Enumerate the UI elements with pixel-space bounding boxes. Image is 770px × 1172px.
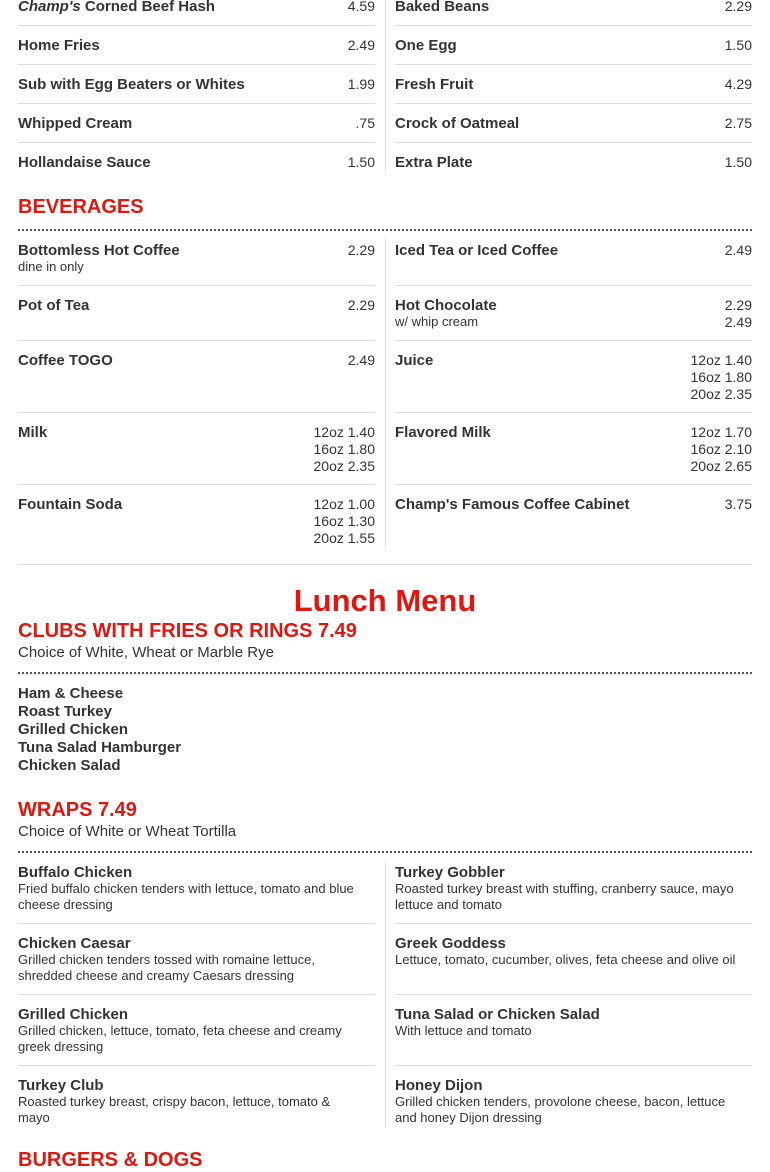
- menu-item-name: Hollandaise Sauce: [18, 154, 151, 171]
- menu-item-price: 2.49: [347, 37, 375, 53]
- row-divider: [18, 142, 375, 143]
- menu-item-price: 1.50: [724, 154, 752, 170]
- menu-item-price: 1.50: [724, 37, 752, 53]
- row-divider: [395, 340, 752, 341]
- column-divider: [385, 863, 386, 1127]
- section-subtitle: Choice of White, Wheat or Marble Rye: [18, 644, 274, 661]
- menu-item-description: Roasted turkey breast, crispy bacon, lettuce, tomato & mayo: [18, 1094, 331, 1125]
- menu-item-name: Pot of Tea: [18, 297, 90, 314]
- menu-item-name: Hot Chocolate: [395, 297, 497, 314]
- size-price: 16oz 1.80: [690, 369, 752, 385]
- menu-item-price-list: [725, 297, 752, 331]
- menu-item-price: 2.29: [347, 297, 375, 313]
- club-items-list: [18, 685, 181, 775]
- size-price: 2.49: [724, 314, 752, 330]
- club-item: Chicken Salad: [18, 757, 121, 774]
- menu-item-description: Roasted turkey breast with stuffing, cranberry sauce, mayo lettuce and tomato: [395, 881, 734, 912]
- menu-item-price: 1.50: [347, 154, 375, 170]
- row-divider: [395, 285, 752, 286]
- lunch-menu-title: Lunch Menu: [293, 583, 477, 618]
- size-price: 20oz 2.65: [690, 458, 752, 474]
- menu-item-name: Extra Plate: [395, 154, 473, 171]
- menu-item-price: 1.99: [347, 76, 375, 92]
- size-price: 12oz 1.00: [313, 496, 375, 512]
- menu-item-name: One Egg: [395, 37, 457, 54]
- menu-item-price: 2.29: [724, 0, 752, 14]
- menu-item-price: 4.59: [347, 0, 375, 14]
- menu-item-name: Flavored Milk: [395, 424, 491, 441]
- menu-item-price: 2.49: [347, 352, 375, 368]
- row-divider: [18, 1065, 375, 1066]
- size-price: 12oz 1.70: [690, 424, 752, 440]
- menu-item-price: 2.75: [724, 115, 752, 131]
- menu-item-description: Grilled chicken tenders tossed with romaine lettuce, shredded cheese and creamy Caesars dressing: [18, 952, 315, 983]
- club-item: Ham & Cheese: [18, 685, 124, 702]
- row-divider: [18, 484, 375, 485]
- menu-item-name: Tuna Salad or Chicken Salad: [395, 1006, 600, 1023]
- menu-item-name: Greek Goddess: [395, 935, 506, 952]
- row-divider: [18, 994, 375, 995]
- menu-item-price: 2.49: [724, 242, 752, 258]
- menu-item-name: Turkey Gobbler: [395, 864, 505, 881]
- section-divider: [18, 672, 752, 674]
- column-divider: [385, 239, 386, 547]
- row-divider: [18, 285, 375, 286]
- menu-item-price-list: [314, 496, 376, 547]
- menu-item-description: Grilled chicken, lettuce, tomato, feta cheese and creamy greek dressing: [18, 1023, 342, 1054]
- menu-item-price-list: [691, 352, 753, 403]
- menu-item-name: Fountain Soda: [18, 496, 123, 513]
- club-item: Tuna Salad Hamburger: [18, 739, 182, 756]
- section-divider: [18, 229, 752, 231]
- menu-item-price: 4.29: [724, 76, 752, 92]
- row-divider: [18, 103, 375, 104]
- row-divider: [18, 340, 375, 341]
- menu-item-description: Lettuce, tomato, cucumber, olives, feta cheese and olive oil: [395, 952, 736, 967]
- menu-item-name: Turkey Club: [18, 1077, 104, 1094]
- size-price: 20oz 1.55: [313, 530, 375, 546]
- row-divider: [18, 923, 375, 924]
- menu-item-description: With lettuce and tomato: [395, 1023, 532, 1038]
- row-divider: [395, 64, 752, 65]
- menu-item-note: dine in only: [18, 259, 84, 274]
- size-price: 16oz 2.10: [690, 441, 752, 457]
- size-price: 12oz 1.40: [313, 424, 375, 440]
- club-item: Grilled Chicken: [18, 721, 129, 738]
- menu-item-name: Crock of Oatmeal: [395, 115, 520, 132]
- column-divider: [385, 0, 386, 171]
- menu-item-name: Chicken Caesar: [18, 935, 131, 952]
- menu-item-name: Buffalo Chicken: [18, 864, 133, 881]
- menu-item-price-list: [691, 424, 753, 475]
- row-divider: [395, 1065, 752, 1066]
- section-title-clubs: CLUBS WITH FRIES OR RINGS 7.49: [18, 620, 357, 642]
- section-title-beverages: BEVERAGES: [18, 196, 144, 218]
- size-price: 12oz 1.40: [690, 352, 752, 368]
- menu-item-price: 3.75: [724, 496, 752, 512]
- menu-item-price-list: [314, 424, 376, 475]
- size-price: 2.29: [724, 297, 752, 313]
- menu-item-name: Champ's Corned Beef Hash: [18, 0, 215, 15]
- menu-item-description: Fried buffalo chicken tenders with lettuce, tomato and blue cheese dressing: [18, 881, 354, 912]
- row-divider: [18, 64, 375, 65]
- menu-item-name: Grilled Chicken: [18, 1006, 129, 1023]
- size-price: 16oz 1.30: [313, 513, 375, 529]
- menu-item-name: Baked Beans: [395, 0, 490, 15]
- section-subtitle: Choice of White or Wheat Tortilla: [18, 823, 237, 840]
- menu-item-price: .75: [355, 115, 375, 131]
- row-divider: [395, 484, 752, 485]
- row-divider: [395, 412, 752, 413]
- menu-item-name: Milk: [18, 424, 48, 441]
- row-divider: [18, 412, 375, 413]
- size-price: 16oz 1.80: [313, 441, 375, 457]
- menu-item-name: Coffee TOGO: [18, 352, 113, 369]
- row-divider: [395, 923, 752, 924]
- section-title-burgers: BURGERS & DOGS: [18, 1149, 203, 1171]
- row-divider: [395, 103, 752, 104]
- menu-item-note: w/ whip cream: [395, 314, 479, 329]
- size-price: 20oz 2.35: [313, 458, 375, 474]
- menu-item-name: Home Fries: [18, 37, 100, 54]
- menu-item-name: Iced Tea or Iced Coffee: [395, 242, 559, 259]
- menu-item-name: Honey Dijon: [395, 1077, 483, 1094]
- row-divider: [395, 994, 752, 995]
- menu-item-name: Sub with Egg Beaters or Whites: [18, 76, 245, 93]
- menu-item-name: Champ's Famous Coffee Cabinet: [395, 496, 630, 513]
- club-item: Roast Turkey: [18, 703, 112, 720]
- menu-item-price: 2.29: [347, 242, 375, 258]
- section-divider: [18, 851, 752, 853]
- section-divider: [18, 564, 752, 565]
- menu-item-description: Grilled chicken tenders, provolone cheese, bacon, lettuce and honey Dijon dressing: [395, 1094, 726, 1125]
- row-divider: [395, 142, 752, 143]
- size-price: 20oz 2.35: [690, 386, 752, 402]
- row-divider: [395, 25, 752, 26]
- menu-item-name: Fresh Fruit: [395, 76, 474, 93]
- menu-item-name: Juice: [395, 352, 434, 369]
- section-title-wraps: WRAPS 7.49: [18, 799, 137, 821]
- menu-item-name: Whipped Cream: [18, 115, 133, 132]
- row-divider: [18, 25, 375, 26]
- menu-item-name: Bottomless Hot Coffee: [18, 242, 180, 259]
